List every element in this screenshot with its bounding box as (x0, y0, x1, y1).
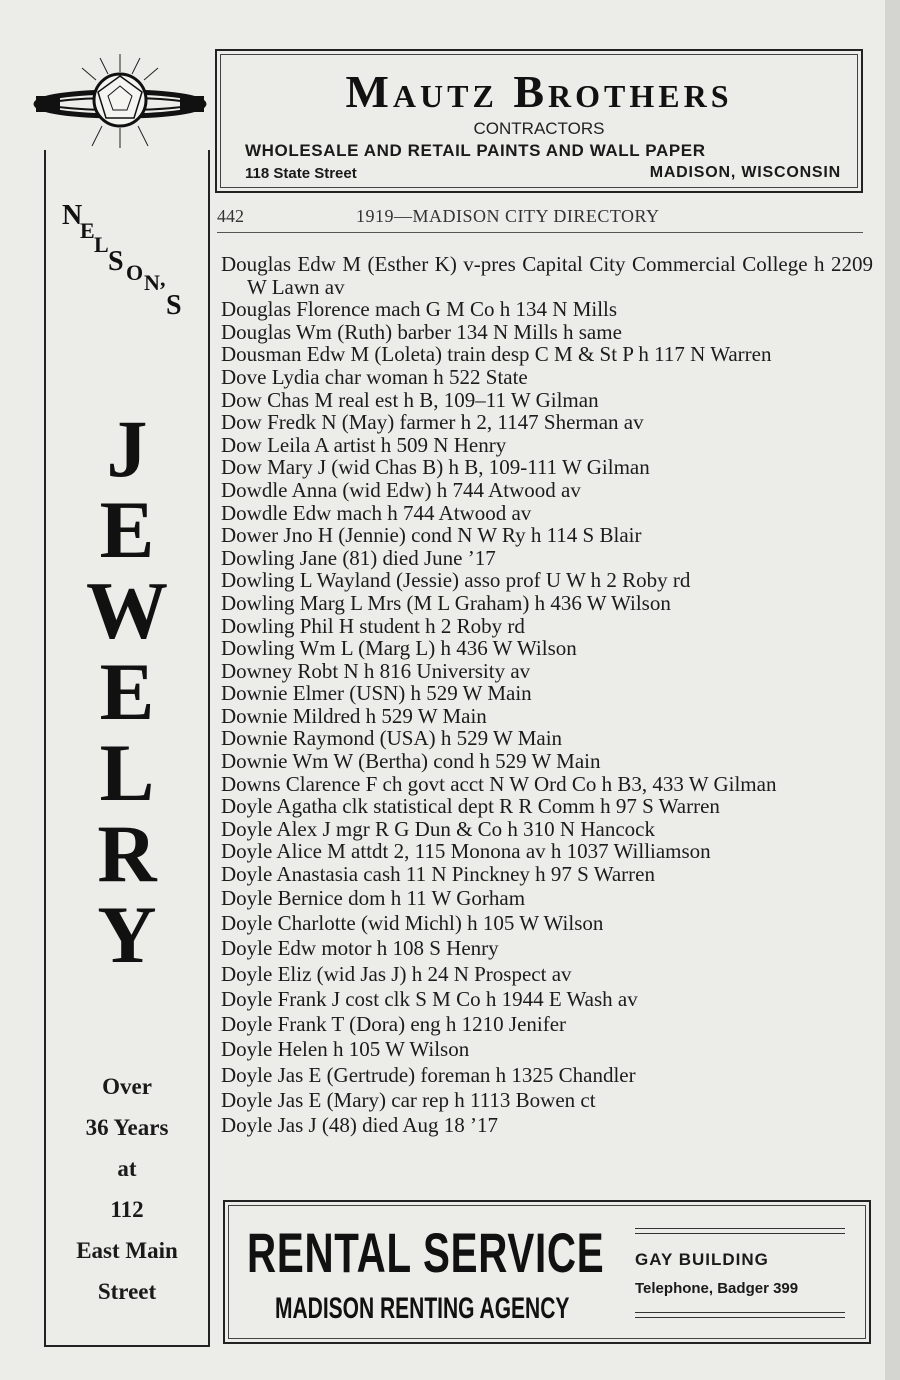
jewelry-ad-line: at (117, 1156, 137, 1181)
ad-rule (635, 1317, 845, 1318)
directory-entry: Dowdle Anna (wid Edw) h 744 Atwood av (221, 477, 581, 502)
directory-entry: Doyle Anastasia cash 11 N Pinckney h 97 S Warren (221, 862, 655, 887)
jewelry-letter: J (106, 403, 148, 494)
jewelry-letter: L (99, 727, 155, 818)
directory-entry: Dower Jno H (Jennie) cond N W Ry h 114 S Blair (221, 523, 642, 548)
jewelry-letter: W (86, 565, 168, 656)
directory-entry: Doyle Helen h 105 W Wilson (221, 1037, 470, 1062)
jewelry-word (44, 403, 210, 980)
telephone: Telephone, Badger 399 (635, 1280, 799, 1297)
jewelry-ad-line: East Main (76, 1238, 178, 1263)
rental-title: RENTAL SERVICE (247, 1221, 605, 1284)
ad-tagline: WHOLESALE AND RETAIL PAINTS AND WALL PAPER (245, 141, 706, 160)
directory-entry: Downie Wm W (Bertha) cond h 529 W Main (221, 749, 601, 774)
rental-service-ad (223, 1200, 871, 1344)
directory-entry: Dousman Edw M (Loleta) train desp C M & St P h 117 N Warren (221, 342, 772, 367)
directory-entry: Dow Fredk N (May) farmer h 2, 1147 Sherman av (221, 410, 644, 435)
directory-entry: Doyle Jas E (Mary) car rep h 1113 Bowen ct (221, 1088, 596, 1112)
header-rule (217, 232, 863, 233)
directory-entry: Dowling Marg L Mrs (M L Graham) h 436 W Wilson (221, 590, 671, 615)
directory-entry: Doyle Edw motor h 108 S Henry (221, 936, 499, 961)
nelsons-brand: N E L S O N , S (62, 200, 182, 321)
diamond-ring-icon (30, 52, 210, 152)
jewelry-ad-line: Street (97, 1279, 157, 1304)
directory-entry: Downey Robt N h 816 University av (221, 658, 531, 683)
directory-entry: Dowling L Wayland (Jessie) asso prof U W h 2 Roby rd (221, 568, 691, 593)
building-name: GAY BUILDING (635, 1250, 769, 1269)
directory-entry: Dow Chas M real est h B, 109–11 W Gilman (221, 387, 599, 412)
jewelry-ad-text (44, 1066, 210, 1312)
ad-city: MADISON, WISCONSIN (649, 164, 841, 181)
page-number: 442 (217, 206, 244, 226)
directory-entry: Dowling Wm L (Marg L) h 436 W Wilson (221, 636, 577, 661)
ad-subtitle: CONTRACTORS (473, 119, 605, 138)
ad-rule (635, 1312, 845, 1313)
jewelry-ad-line: 112 (110, 1197, 144, 1222)
directory-entry: Dowling Phil H student h 2 Roby rd (221, 613, 525, 638)
directory-entry: Doyle Bernice dom h 11 W Gorham (221, 885, 526, 910)
ad-address: 118 State Street (245, 165, 357, 182)
directory-entry: Doyle Frank J cost clk S M Co h 1944 E Wash av (221, 986, 638, 1011)
directory-entry: Doyle Jas E (Gertrude) foreman h 1325 Chandler (221, 1062, 636, 1087)
directory-entry: Dowling Jane (81) died June ’17 (221, 545, 496, 570)
directory-entry: Dowdle Edw mach h 744 Atwood av (221, 500, 532, 525)
directory-entry: Doyle Eliz (wid Jas J) h 24 N Prospect av (221, 961, 572, 986)
ad-rule (635, 1233, 845, 1234)
directory-entry: Doyle Alice M attdt 2, 115 Monona av h 1037 Williamson (221, 839, 711, 864)
jewelry-letter: E (99, 484, 155, 575)
directory-entry: Douglas Florence mach G M Co h 134 N Mills (221, 297, 618, 322)
jewelry-letter: Y (97, 889, 157, 980)
jewelry-ad-line: Over (102, 1074, 152, 1099)
directory-entry: Downs Clarence F ch govt acct N W Ord Co h B3, 433 W Gilman (221, 771, 777, 796)
directory-entry: Dow Mary J (wid Chas B) h B, 109-111 W Gilman (221, 455, 650, 480)
ad-rule (635, 1228, 845, 1229)
page-edge (885, 0, 900, 1380)
jewelry-ad-line: 36 Years (85, 1115, 169, 1140)
directory-entry: Douglas Edw M (Esther K) v-pres Capital City Commercial College h 2209 W Lawn av (221, 252, 873, 299)
directory-entry: Dow Leila A artist h 509 N Henry (221, 432, 507, 457)
directory-entries (221, 253, 873, 1139)
running-head: 1919—MADISON CITY DIRECTORY (356, 206, 660, 226)
company-name: Mautz Brothers (345, 66, 733, 117)
directory-entry: Dove Lydia char woman h 522 State (221, 364, 528, 389)
mautz-brothers-ad (215, 49, 863, 193)
jewelry-letter: E (99, 646, 155, 737)
directory-entry: Downie Mildred h 529 W Main (221, 703, 487, 728)
directory-entry: Douglas Wm (Ruth) barber 134 N Mills h same (221, 319, 622, 344)
directory-entry: Doyle Alex J mgr R G Dun & Co h 310 N Hancock (221, 816, 655, 841)
jewelry-letter: R (97, 808, 157, 899)
directory-entry: Downie Elmer (USN) h 529 W Main (221, 681, 532, 706)
directory-entry: Downie Raymond (USA) h 529 W Main (221, 726, 563, 751)
directory-entry: Doyle Jas J (48) died Aug 18 ’17 (221, 1113, 499, 1138)
directory-entry: Doyle Agatha clk statistical dept R R Comm h 97 S Warren (221, 794, 720, 819)
directory-entry: Doyle Frank T (Dora) eng h 1210 Jenifer (221, 1012, 567, 1037)
rental-agency: MADISON RENTING AGENCY (275, 1292, 570, 1325)
directory-entry: Doyle Charlotte (wid Michl) h 105 W Wilson (221, 910, 604, 935)
